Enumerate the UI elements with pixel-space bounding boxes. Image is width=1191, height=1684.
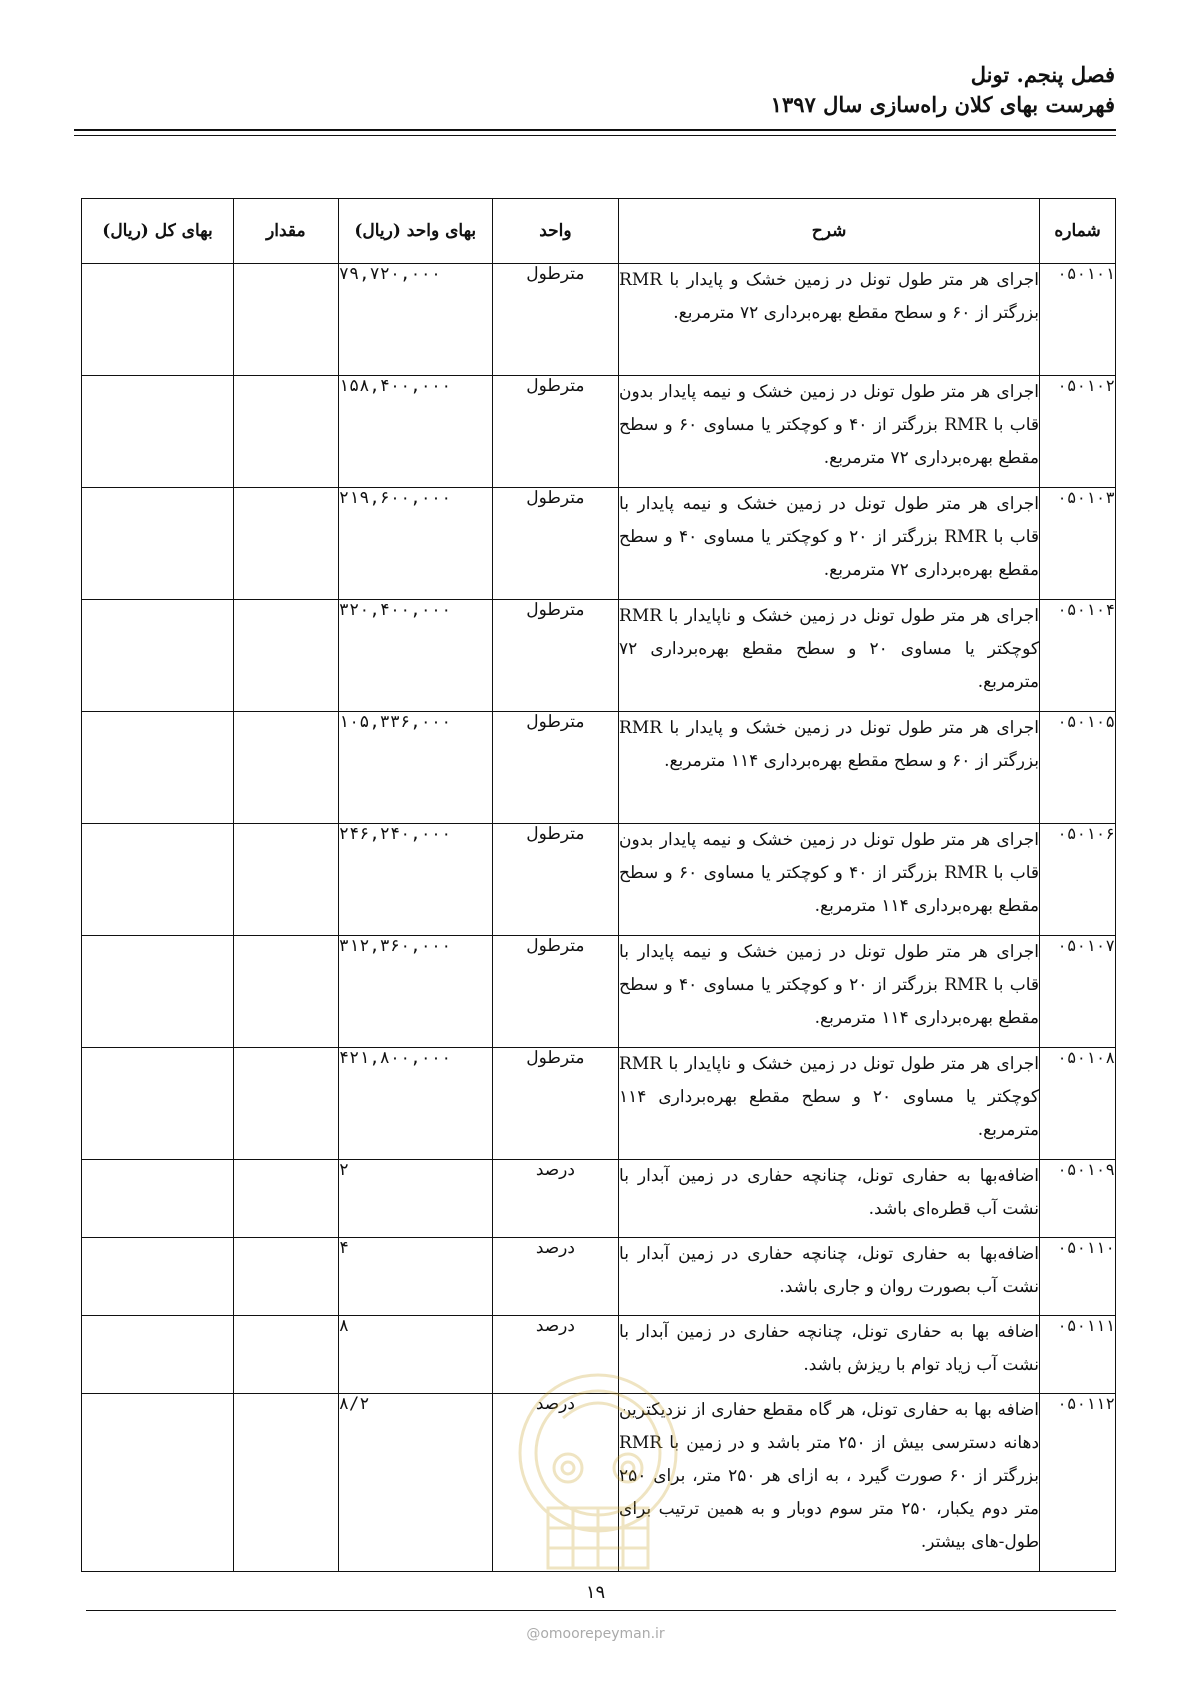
item-unit-price: ۸: [338, 1316, 492, 1394]
item-quantity: [234, 376, 339, 488]
item-quantity: [234, 1238, 339, 1316]
item-description: اجرای هر متر طول تونل در زمین خشک و ناپایدار با RMR کوچکتر یا مساوی ۲۰ و سطح مقطع بهره‌برداری ۷۲ مترمربع.: [619, 600, 1040, 712]
col-header-description: شرح: [619, 199, 1040, 264]
item-unit: درصد: [492, 1316, 618, 1394]
item-unit-price: ۳۲۰,۴۰۰,۰۰۰: [338, 600, 492, 712]
item-total-price: [82, 1048, 234, 1160]
table-row: [82, 1238, 1116, 1316]
item-total-price: [82, 1316, 234, 1394]
item-number: ۰۵۰۱۰۷: [1040, 936, 1116, 1048]
item-unit: درصد: [492, 1160, 618, 1238]
col-header-number: شماره: [1040, 199, 1116, 264]
item-unit-price: ۴۲۱,۸۰۰,۰۰۰: [338, 1048, 492, 1160]
item-unit-price: ۴: [338, 1238, 492, 1316]
item-quantity: [234, 936, 339, 1048]
item-quantity: [234, 1048, 339, 1160]
item-quantity: [234, 712, 339, 824]
table-row: [82, 1394, 1116, 1572]
item-number: ۰۵۰۱۰۶: [1040, 824, 1116, 936]
col-header-unit: واحد: [492, 199, 618, 264]
item-total-price: [82, 376, 234, 488]
item-unit: درصد: [492, 1238, 618, 1316]
item-unit: مترطول: [492, 264, 618, 376]
item-description: اجرای هر متر طول تونل در زمین خشک و نیمه پایدار با قاب با RMR بزرگتر از ۲۰ و کوچکتر یا مساوی ۴۰ و سطح مقطع بهره‌برداری ۷۲ مترمربع.: [619, 488, 1040, 600]
item-description: اجرای هر متر طول تونل در زمین خشک و پایدار با RMR بزرگتر از ۶۰ و سطح مقطع بهره‌برداری ۷۲ مترمربع.: [619, 264, 1040, 376]
item-description: اضافه‌بها به حفاری تونل، چنانچه حفاری در زمین آبدار با نشت آب بصورت روان و جاری باشد.: [619, 1238, 1040, 1316]
item-quantity: [234, 1394, 339, 1572]
item-description: اجرای هر متر طول تونل در زمین خشک و پایدار با RMR بزرگتر از ۶۰ و سطح مقطع بهره‌برداری ۱۱۴ مترمربع.: [619, 712, 1040, 824]
item-total-price: [82, 264, 234, 376]
item-total-price: [82, 1394, 234, 1572]
item-description: اضافه بها به حفاری تونل، چنانچه حفاری در زمین آبدار با نشت آب زیاد توام با ریزش باشد.: [619, 1316, 1040, 1394]
table-header-row: [82, 199, 1116, 264]
col-header-unit-price: بهای واحد (ریال): [338, 199, 492, 264]
table-row: [82, 376, 1116, 488]
item-unit: درصد: [492, 1394, 618, 1572]
table-row: [82, 488, 1116, 600]
header-rule-thin: [74, 135, 1116, 136]
item-quantity: [234, 824, 339, 936]
item-quantity: [234, 600, 339, 712]
item-total-price: [82, 1160, 234, 1238]
table-row: [82, 1048, 1116, 1160]
item-unit: مترطول: [492, 1048, 618, 1160]
item-unit: مترطول: [492, 712, 618, 824]
item-total-price: [82, 1238, 234, 1316]
item-number: ۰۵۰۱۰۱: [1040, 264, 1116, 376]
document-title: فهرست بهای کلان راه‌سازی سال ۱۳۹۷: [770, 92, 1115, 117]
price-list-table: [81, 198, 1116, 1572]
item-description: اضافه بها به حفاری تونل، هر گاه مقطع حفاری از نزدیکترین دهانه دسترسی بیش از ۲۵۰ متر باشد و در زمین با RMR بزرگتر از ۶۰ صورت گیرد ، به ازای هر ۲۵۰ متر، برای ۲۵۰ متر دوم یکبار، ۲۵۰ متر سوم دوبار و به همین ترتیب برای طول‌-های بیشتر.: [619, 1394, 1040, 1572]
table-row: [82, 1316, 1116, 1394]
item-unit-price: ۲: [338, 1160, 492, 1238]
header-rule-thick: [74, 129, 1116, 131]
item-total-price: [82, 936, 234, 1048]
item-description: اضافه‌بها به حفاری تونل، چنانچه حفاری در زمین آبدار با نشت آب قطره‌ای باشد.: [619, 1160, 1040, 1238]
item-total-price: [82, 712, 234, 824]
page-number: ۱۹: [585, 1582, 606, 1603]
item-total-price: [82, 824, 234, 936]
item-unit-price: ۲۴۶,۲۴۰,۰۰۰: [338, 824, 492, 936]
item-unit: مترطول: [492, 600, 618, 712]
item-unit-price: ۲۱۹,۶۰۰,۰۰۰: [338, 488, 492, 600]
item-quantity: [234, 1160, 339, 1238]
item-total-price: [82, 488, 234, 600]
page-header: [771, 60, 1115, 120]
item-description: اجرای هر متر طول تونل در زمین خشک و ناپایدار با RMR کوچکتر یا مساوی ۲۰ و سطح مقطع بهره‌برداری ۱۱۴ مترمربع.: [619, 1048, 1040, 1160]
table-row: [82, 936, 1116, 1048]
item-unit-price: ۱۰۵,۳۳۶,۰۰۰: [338, 712, 492, 824]
item-unit-price: ۱۵۸,۴۰۰,۰۰۰: [338, 376, 492, 488]
table-row: [82, 712, 1116, 824]
item-number: ۰۵۰۱۰۸: [1040, 1048, 1116, 1160]
table-row: [82, 264, 1116, 376]
item-number: ۰۵۰۱۰۵: [1040, 712, 1116, 824]
col-header-quantity: مقدار: [234, 199, 339, 264]
chapter-title: فصل پنجم. تونل: [970, 62, 1115, 87]
website-watermark: @omoorepeyman.ir: [526, 1626, 665, 1642]
item-number: ۰۵۰۱۰۴: [1040, 600, 1116, 712]
item-unit-price: ۷۹,۷۲۰,۰۰۰: [338, 264, 492, 376]
item-description: اجرای هر متر طول تونل در زمین خشک و نیمه پایدار بدون قاب با RMR بزرگتر از ۴۰ و کوچکتر یا مساوی ۶۰ و سطح مقطع بهره‌برداری ۱۱۴ مترمربع.: [619, 824, 1040, 936]
item-number: ۰۵۰۱۰۲: [1040, 376, 1116, 488]
item-unit-price: ۳۱۲,۳۶۰,۰۰۰: [338, 936, 492, 1048]
item-unit: مترطول: [492, 488, 618, 600]
item-quantity: [234, 264, 339, 376]
item-unit-price: ۸/۲: [338, 1394, 492, 1572]
item-number: ۰۵۰۱۱۱: [1040, 1316, 1116, 1394]
item-total-price: [82, 600, 234, 712]
item-unit: مترطول: [492, 936, 618, 1048]
item-unit: مترطول: [492, 824, 618, 936]
item-number: ۰۵۰۱۰۳: [1040, 488, 1116, 600]
item-description: اجرای هر متر طول تونل در زمین خشک و نیمه پایدار با قاب با RMR بزرگتر از ۲۰ و کوچکتر یا مساوی ۴۰ و سطح مقطع بهره‌برداری ۱۱۴ مترمربع.: [619, 936, 1040, 1048]
item-number: ۰۵۰۱۱۲: [1040, 1394, 1116, 1572]
footer-rule: [86, 1610, 1116, 1611]
item-unit: مترطول: [492, 376, 618, 488]
item-quantity: [234, 488, 339, 600]
table-row: [82, 600, 1116, 712]
col-header-total-price: بهای کل (ریال): [82, 199, 234, 264]
item-quantity: [234, 1316, 339, 1394]
table-row: [82, 824, 1116, 936]
item-number: ۰۵۰۱۱۰: [1040, 1238, 1116, 1316]
table-row: [82, 1160, 1116, 1238]
item-number: ۰۵۰۱۰۹: [1040, 1160, 1116, 1238]
item-description: اجرای هر متر طول تونل در زمین خشک و نیمه پایدار بدون قاب با RMR بزرگتر از ۴۰ و کوچکتر یا مساوی ۶۰ و سطح مقطع بهره‌برداری ۷۲ مترمربع.: [619, 376, 1040, 488]
